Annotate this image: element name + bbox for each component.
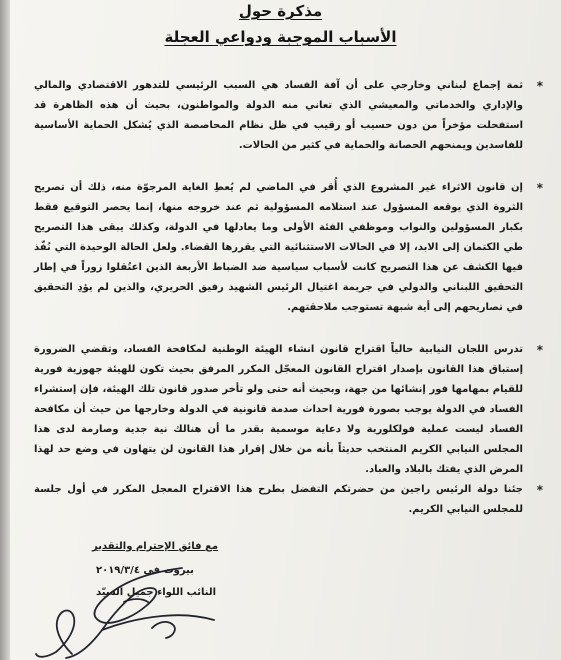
asterisk-bullet-icon: * [536,79,543,93]
paragraph-4-text: جئنا دولة الرئيس راجين من حضرتكم التفضل بطرح هذا الاقتراح المعجل المكرر في أول جلسة للمجلس النيابي الكريم. [34,484,523,515]
asterisk-bullet-icon: * [536,181,543,195]
page-edge-shadow [0,0,10,660]
paragraph-2-text: إن قانون الاثراء غير المشروع الذي أُقر في الماضي لم يُعطِ الغاية المرجوّة منه، ذلك أن تصريح الثروة الذي يوقعه المسؤول عند استلامه المسؤولية ثم عند خروجه منها، إنما يحصر التوقيع فقط بكبار المسؤولين والنواب وموظفي الفئة الأولى وما يعادلها في الدولة، وكذلك يبقى هذا التصريح طي الكتمان إلى الابد، إلا في الحالات الاستثنائية التي يقررها القضاء. ولعل الحالة الوحيدة التي نُفّذ فيها الكشف عن هذا التصريح كانت لأسباب سياسية ضد الضباط الأربعة الذين اعتُقلوا زوراً في إطار التحقيق اللبناني والدولي في جريمة اغتيال الرئيس الشهيد رفيق الحريري، والذين لم يؤدِ التحقيق في تصاريحهم إلى أية شبهة تستوجب ملاحقتهم. [34,182,523,313]
paragraph-1 [34,76,543,156]
memo-body [34,76,543,520]
signer-name: النائب اللواء جميل السيّد [96,587,217,598]
paragraph-1-text: ثمة إجماع لبناني وخارجي على أن آفة الفساد هي السبب الرئيسي للتدهور الاقتصادي والمالي والإداري والخدماتي والمعيشي الذي تعاني منه الدولة والمواطنون، بحيث أن هذه الظاهرة قد استفحلت مؤخراً من دون حسيب أو رقيب في ظل نظام المحاصصة الذي يُشكل الحماية الأساسية للفاسدين ويمنحهم الحصانة والحماية في كثير من الحالات. [34,80,523,151]
memo-title: مذكرة حول [238,2,323,20]
asterisk-bullet-icon: * [536,483,543,497]
paragraph-3 [34,340,543,480]
paragraph-4 [34,480,543,520]
paragraph-3-text: تدرس اللجان النيابية حالياً اقتراح قانون انشاء الهيئة الوطنية لمكافحة الفساد، وتقضي الضرورة إستباق هذا القانون بإصدار اقتراح القانون المعجّل المكرر المرفق بحيث تكون للهيئة جهوزية فورية للقيام بمهامها فور إنشائها من جهة، وبحيث أنه حتى ولو تأخر صدور قانون تلك الهيئة، فإن إستشراء الفساد في الدولة يوجب بصورة فورية احداث صدمة قانونية في الدولة وخارجها من حيث أن مكافحة الفساد ليست عملية فولكلورية ولا دعاية موسمية بقدر ما أن هنالك نية جدية وصارمة لدى هذا المجلس النيابي الكريم المنتخب حديثاً بأنه من خلال إقرار هذا القانون لن يتهاون في وضع حد لهذا المرض الذي يفتك بالبلاد والعباد. [34,344,523,475]
paragraph-2 [34,178,543,318]
closing-date: بيروت في ٢٠١٩/٣/٤ [96,565,194,576]
asterisk-bullet-icon: * [536,343,543,357]
memo-subtitle: الأسباب الموجبة ودواعي العجلة [164,28,397,46]
closing-regards: مع فائق الإحترام والتقدير [92,541,219,552]
